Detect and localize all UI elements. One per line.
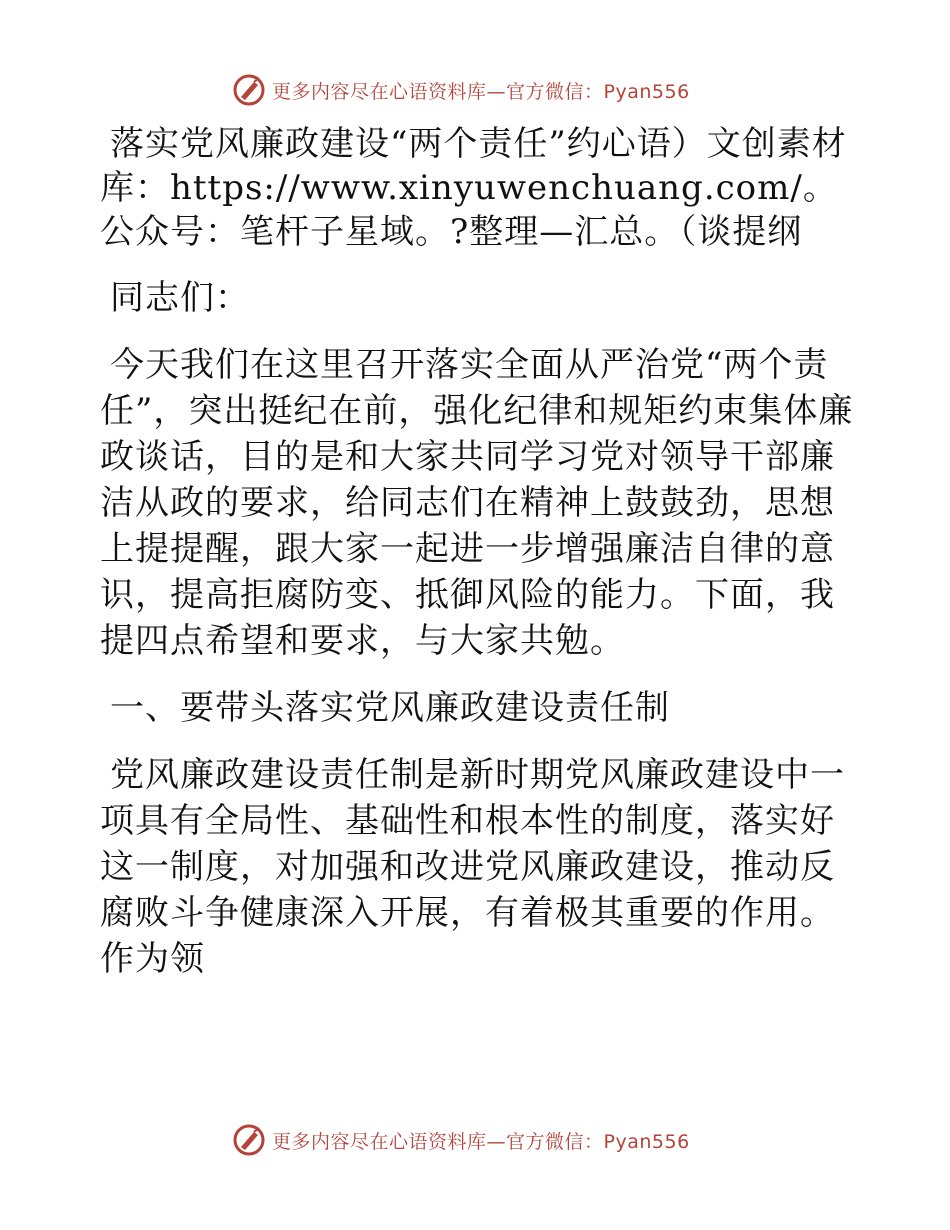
- quill-circle-icon: [232, 1123, 266, 1157]
- section-heading-1: 一、要带头落实党风廉政建设责任制: [110, 688, 670, 728]
- title-paragraph: 落实党风廉政建设“两个责任”约心语）文创素材库：https://www.xinyuwenchuang.com/。公众号：笔杆子星域。?整理—汇总。（谈提纲: [100, 124, 847, 252]
- header-brand-text: 更多内容尽在心语资料库—官方微信：Pyan556: [272, 80, 690, 103]
- header-watermark: [232, 70, 712, 110]
- paragraph-1: 今天我们在这里召开落实全面从严治党“两个责任”，突出挺纪在前，强化纪律和规矩约束集体廉政谈话，目的是和大家共同学习党对领导干部廉洁从政的要求，给同志们在精神上鼓鼓劲，思想上提提醒，跟大家一起进一步增强廉洁自律的意识，提高拒腐防变、抵御风险的能力。下面，我提四点希望和要求，与大家共勉。: [100, 345, 854, 661]
- greeting: 同志们：: [110, 278, 250, 318]
- footer-watermark: [232, 1120, 712, 1160]
- quill-circle-icon: [232, 73, 266, 107]
- footer-brand-text: 更多内容尽在心语资料库—官方微信：Pyan556: [272, 1130, 690, 1153]
- document-body: [100, 122, 860, 982]
- paragraph-2: 党风廉政建设责任制是新时期党风廉政建设中一项具有全局性、基础性和根本性的制度，落实好这一制度，对加强和改进党风廉政建设，推动反腐败斗争健康深入开展，有着极其重要的作用。作为领: [100, 755, 845, 979]
